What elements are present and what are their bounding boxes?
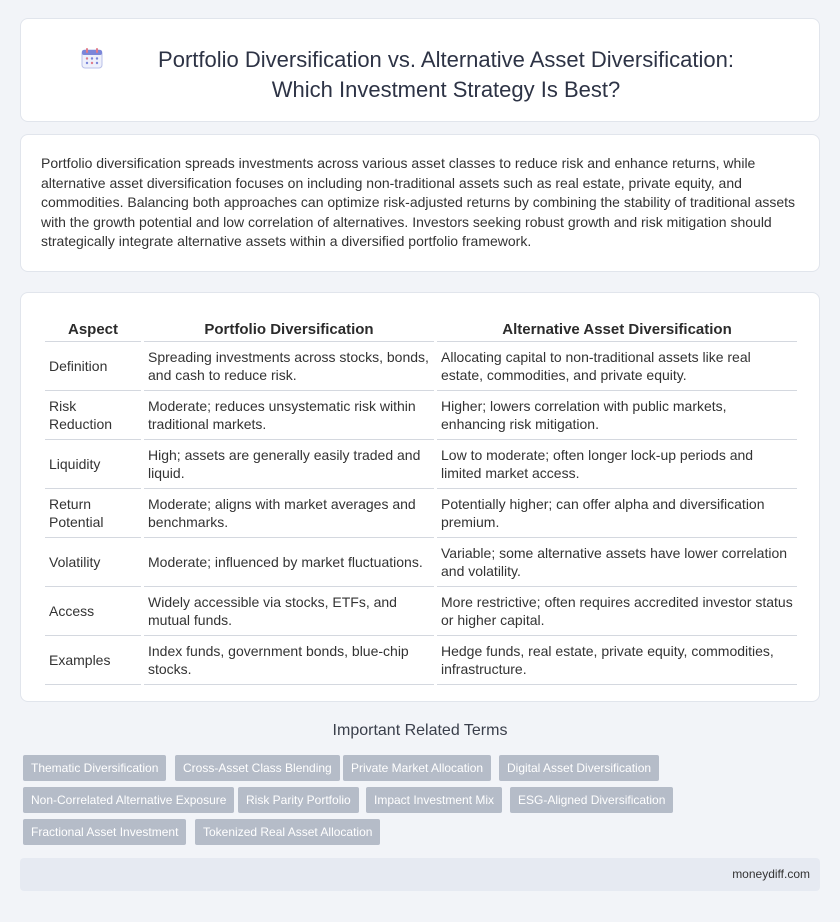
cell-portfolio: High; assets are generally easily traded and liquid. — [144, 440, 434, 489]
table-row — [45, 538, 797, 587]
comparison-table — [42, 312, 800, 685]
title-line-2: Which Investment Strategy Is Best? — [271, 77, 621, 102]
table-row — [45, 587, 797, 636]
cell-alternative: More restrictive; often requires accredited investor status or higher capital. — [437, 587, 797, 636]
table-header-row — [45, 312, 797, 342]
tag-fractional-asset-investment[interactable]: Fractional Asset Investment — [23, 819, 186, 845]
table-row — [45, 391, 797, 440]
title-card — [20, 18, 820, 122]
tag-digital-asset-diversification[interactable]: Digital Asset Diversification — [499, 755, 659, 781]
cell-aspect: Liquidity — [45, 440, 141, 489]
tag-cross-asset-class-blending[interactable]: Cross-Asset Class Blending — [175, 755, 340, 781]
tag-tokenized-real-asset-allocation[interactable]: Tokenized Real Asset Allocation — [195, 819, 380, 845]
intro-paragraph: Portfolio diversification spreads investments across various asset classes to reduce risk and enhance returns, while alternative asset diversification focuses on including non-traditional assets such as real estate, private equity, and commodities. Balancing both approaches can optimize risk-adjusted returns by combining the stability of traditional assets with the growth potential and low correlation of alternatives. Investors seeking robust growth and risk mitigation should strategically integrate alternative assets within a diversified portfolio framework. — [41, 155, 796, 249]
cell-alternative: Variable; some alternative assets have lower correlation and volatility. — [437, 538, 797, 587]
calendar-icon — [80, 46, 104, 70]
title-line-1: Portfolio Diversification vs. Alternative Asset Diversification: — [158, 47, 734, 72]
cell-portfolio: Moderate; reduces unsystematic risk within traditional markets. — [144, 391, 434, 440]
cell-aspect: Volatility — [45, 538, 141, 587]
comparison-card — [20, 292, 820, 702]
header-aspect: Aspect — [45, 312, 141, 342]
cell-aspect: Return Potential — [45, 489, 141, 538]
cell-alternative: Low to moderate; often longer lock-up periods and limited market access. — [437, 440, 797, 489]
cell-portfolio: Moderate; aligns with market averages and benchmarks. — [144, 489, 434, 538]
cell-portfolio: Spreading investments across stocks, bonds, and cash to reduce risk. — [144, 342, 434, 391]
cell-portfolio: Widely accessible via stocks, ETFs, and mutual funds. — [144, 587, 434, 636]
footer-site-link[interactable]: moneydiff.com — [732, 867, 810, 881]
header-portfolio: Portfolio Diversification — [144, 312, 434, 342]
table-row — [45, 636, 797, 685]
tag-esg-aligned-diversification[interactable]: ESG-Aligned Diversification — [510, 787, 673, 813]
cell-alternative: Potentially higher; can offer alpha and diversification premium. — [437, 489, 797, 538]
tag-risk-parity-portfolio[interactable]: Risk Parity Portfolio — [238, 787, 359, 813]
cell-aspect: Risk Reduction — [45, 391, 141, 440]
page-title — [113, 45, 779, 105]
table-row — [45, 489, 797, 538]
cell-aspect: Access — [45, 587, 141, 636]
tag-thematic-diversification[interactable]: Thematic Diversification — [23, 755, 166, 781]
cell-alternative: Allocating capital to non-traditional assets like real estate, commodities, and private equity. — [437, 342, 797, 391]
footer — [20, 858, 820, 891]
table-row — [45, 342, 797, 391]
table-row — [45, 440, 797, 489]
tag-impact-investment-mix[interactable]: Impact Investment Mix — [366, 787, 502, 813]
cell-portfolio: Index funds, government bonds, blue-chip stocks. — [144, 636, 434, 685]
cell-aspect: Definition — [45, 342, 141, 391]
cell-aspect: Examples — [45, 636, 141, 685]
header-alternative: Alternative Asset Diversification — [437, 312, 797, 342]
tag-non-correlated-alternative-exposure[interactable]: Non-Correlated Alternative Exposure — [23, 787, 234, 813]
cell-alternative: Hedge funds, real estate, private equity, commodities, infrastructure. — [437, 636, 797, 685]
cell-portfolio: Moderate; influenced by market fluctuations. — [144, 538, 434, 587]
related-terms-heading: Important Related Terms — [332, 722, 508, 739]
tag-private-market-allocation[interactable]: Private Market Allocation — [343, 755, 491, 781]
intro-card — [20, 134, 820, 272]
cell-alternative: Higher; lowers correlation with public markets, enhancing risk mitigation. — [437, 391, 797, 440]
